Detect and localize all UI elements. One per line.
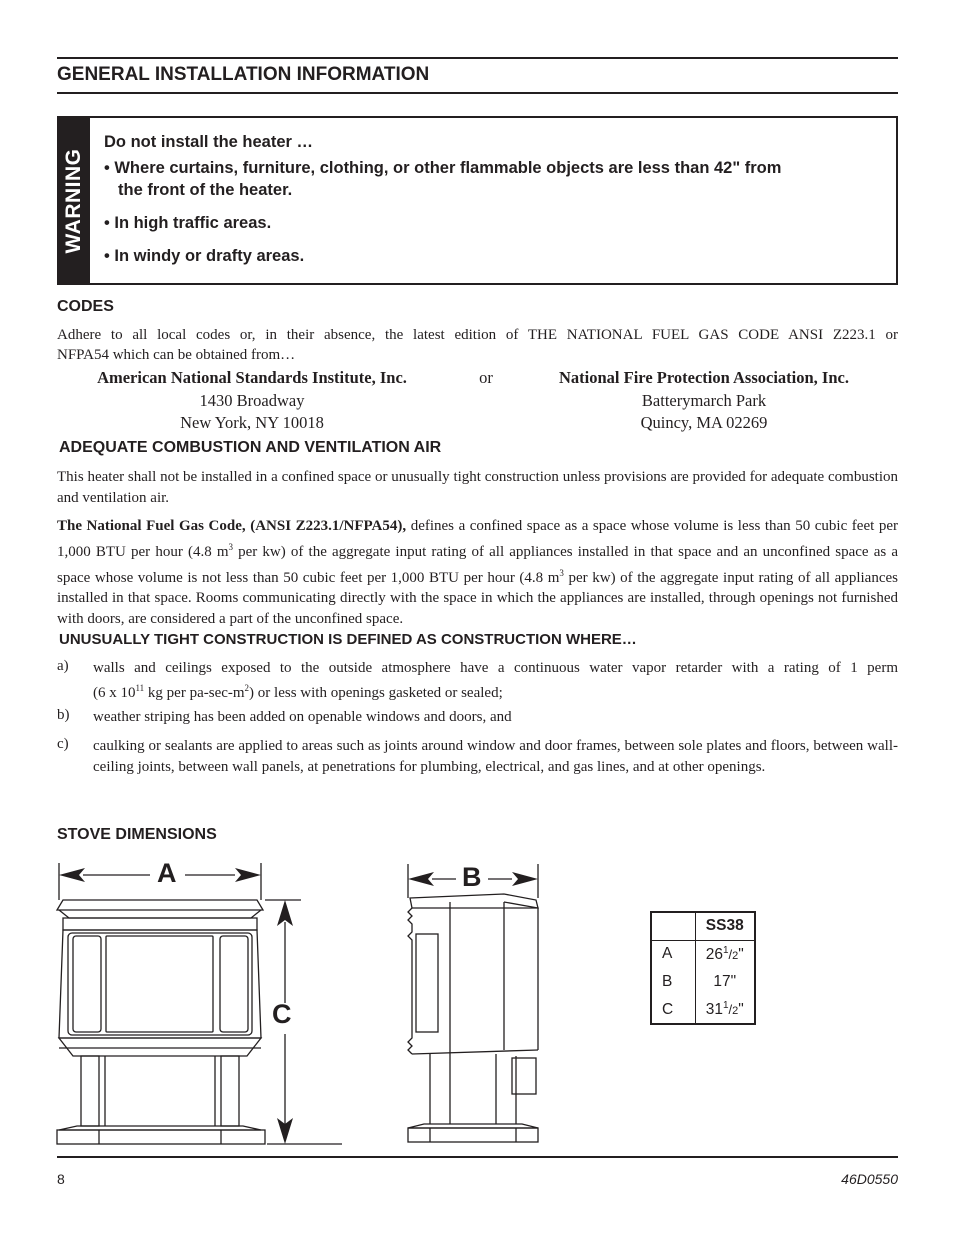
combustion-para-2-c: per kw) of the aggregate input rating of all appliances installed in that space. Rooms communicating directly with the space in which the appliances are installed, through openings not furnished with doors, are considered a part of the unconfined space. <box>57 569 898 628</box>
combustion-para-2-a: defines a confined space as a space whose volume is less than 50 cubic feet per 1,000 BTU per hour (4.8 m <box>57 518 898 560</box>
codes-para-line1: Adhere to all local codes or, in their absence, the latest edition of THE NATIONAL FUEL GAS CODE ANSI Z223.1 or <box>57 327 898 343</box>
item-a-mark: a) <box>57 658 69 674</box>
item-a-line2 <box>93 678 503 704</box>
table-header-ss38: SS38 <box>695 912 755 940</box>
sup-m2: 2 <box>244 683 250 693</box>
combustion-para-2-b: per kw) of the aggregate input rating of all appliances installed in that space and an unconfined space as a space whose volume is not less than 50 cubic feet per 1,000 BTU per hour (4.8 m <box>57 543 898 586</box>
org-city-left: New York, NY 10018 <box>180 413 324 432</box>
sup-1: 3 <box>228 541 233 552</box>
warning-item-1-cont: the front of the heater. <box>118 181 293 199</box>
table-row <box>651 940 755 968</box>
table-row <box>651 996 755 1024</box>
warning-label: WARNING <box>61 148 85 253</box>
item-c-text: caulking or sealants are applied to areas such as joints around window and door frames, between sole plates and floors, between wall-ceiling joints, between wall panels, at penetrations for plumbing, electrical, and gas lines, and at other openings. <box>93 738 898 775</box>
table-header-empty <box>651 912 695 940</box>
value-whole: 26 <box>705 945 723 963</box>
dim-a-label: A <box>157 858 177 888</box>
item-b-text: weather striping has been added on openable windows and doors, and <box>93 709 512 725</box>
row-value: 17" <box>695 968 755 996</box>
value-num: 1 <box>722 999 729 1011</box>
warning-item-3: • In windy or drafty areas. <box>104 247 305 265</box>
stove-heading: STOVE DIMENSIONS <box>57 826 217 843</box>
item-a-part3: ) or less with openings gasketed or sealed; <box>249 685 503 701</box>
combustion-para-1: This heater shall not be installed in a confined space or unusually tight construction unless provisions are provided for adequate combustion and ventilation air. <box>57 469 898 506</box>
warning-item-1: • Where curtains, furniture, clothing, or other flammable objects are less than 42" from <box>104 159 782 177</box>
org-name-left: American National Standards Institute, Inc. <box>97 368 407 387</box>
stove-side-view <box>404 862 544 1148</box>
item-b-mark: b) <box>57 707 70 723</box>
dim-c-label: C <box>272 999 292 1029</box>
address-left <box>40 367 464 435</box>
page-number: 8 <box>57 1171 65 1187</box>
row-key: A <box>651 940 695 968</box>
table-header-row <box>651 912 755 940</box>
document-number: 46D0550 <box>841 1171 898 1187</box>
warning-intro: Do not install the heater … <box>104 133 314 151</box>
tight-heading: UNUSUALLY TIGHT CONSTRUCTION IS DEFINED AS CONSTRUCTION WHERE… <box>59 631 637 648</box>
stove-front-view <box>55 858 350 1150</box>
dim-b-label: B <box>462 862 482 892</box>
combustion-heading: ADEQUATE COMBUSTION AND VENTILATION AIR <box>59 439 442 456</box>
item-a-part2: kg per pa-sec-m <box>144 685 245 701</box>
section-title: GENERAL INSTALLATION INFORMATION <box>57 64 430 85</box>
footer-rule <box>57 1156 898 1158</box>
header-rule-top <box>57 57 898 59</box>
codes-heading: CODES <box>57 298 114 315</box>
value-whole: 31 <box>705 1001 723 1019</box>
row-value: $26^1/2$" <box>695 940 755 968</box>
org-city-right: Quincy, MA 02269 <box>640 413 768 432</box>
codes-para-line2: NFPA54 which can be obtained from… <box>57 347 296 363</box>
row-key: C <box>651 996 695 1024</box>
dimensions-table <box>650 911 756 1025</box>
table-row <box>651 968 755 996</box>
sup-2: 3 <box>559 567 564 578</box>
org-street-left: 1430 Broadway <box>199 390 305 410</box>
org-name-right: National Fire Protection Association, Inc. <box>559 368 849 387</box>
row-value: $31^1/2$" <box>695 996 755 1024</box>
value-unit: " <box>738 1001 744 1019</box>
item-c-mark: c) <box>57 736 69 752</box>
value-den: 2 <box>732 949 739 962</box>
address-right <box>504 367 904 435</box>
combustion-para-2 <box>57 516 898 630</box>
header-rule-bottom <box>57 92 898 94</box>
row-key: B <box>651 968 695 996</box>
item-a-line1: walls and ceilings exposed to the outside atmosphere have a continuous water vapor retarder with a rating of 1 perm <box>93 660 898 676</box>
warning-tab <box>57 116 90 285</box>
org-street-right: Batterymarch Park <box>641 390 767 410</box>
warning-item-2: • In high traffic areas. <box>104 214 272 232</box>
or-text: or <box>479 368 493 387</box>
combustion-para-2-bold: The National Fuel Gas Code, (ANSI Z223.1/NFPA54), <box>57 518 407 534</box>
value-num: 1 <box>722 944 729 956</box>
value-unit: " <box>738 945 744 963</box>
item-a-part1: (6 x 10 <box>93 685 136 701</box>
value-den: 2 <box>732 1005 739 1018</box>
sup-11: 11 <box>135 683 145 693</box>
